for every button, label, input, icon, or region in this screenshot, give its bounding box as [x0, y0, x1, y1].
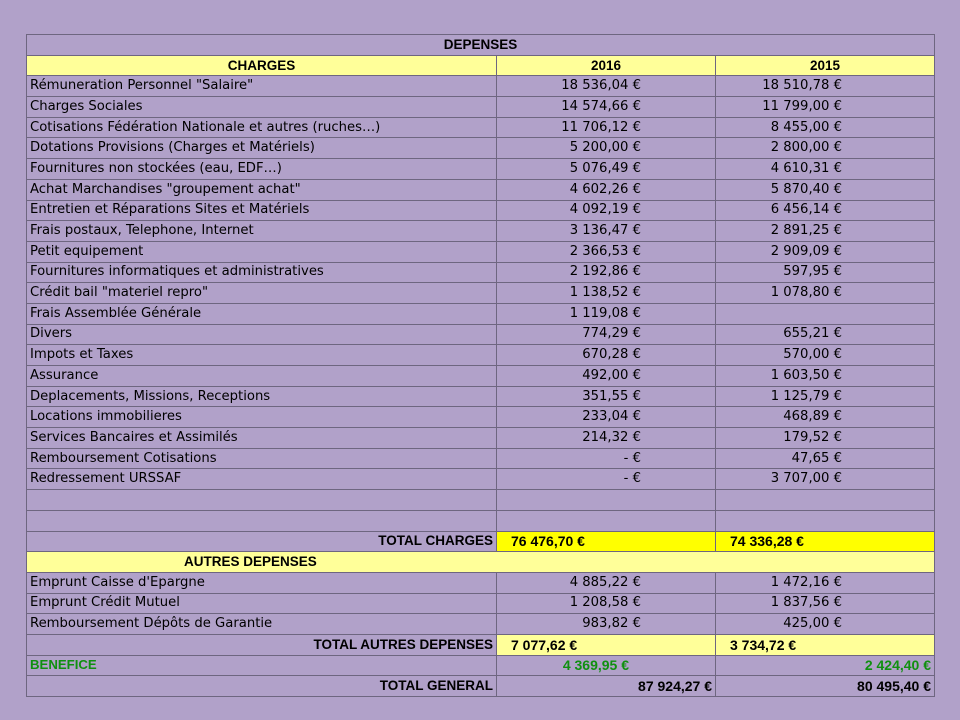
- value-2016: 11 706,12 €: [497, 117, 716, 138]
- row-label: Fournitures non stockées (eau, EDF…): [27, 159, 497, 180]
- value-2016: 983,82 €: [497, 614, 716, 635]
- autres-depenses-header: AUTRES DEPENSES: [27, 552, 935, 573]
- value-2015: 47,65 €: [716, 448, 935, 469]
- empty-cell: [27, 510, 497, 531]
- table-row: [27, 407, 935, 428]
- year-2016-header: 2016: [497, 55, 716, 76]
- value-2015: [716, 303, 935, 324]
- value-2016: 1 208,58 €: [497, 593, 716, 614]
- table-row: [27, 428, 935, 449]
- value-2016: 774,29 €: [497, 324, 716, 345]
- value-2015: 655,21 €: [716, 324, 935, 345]
- value-2015: 1 078,80 €: [716, 283, 935, 304]
- empty-row: [27, 490, 935, 511]
- row-label: Fournitures informatiques et administratives: [27, 262, 497, 283]
- benefice-2016: 4 369,95 €: [497, 655, 716, 676]
- total-autres-row: [27, 634, 935, 655]
- column-header-row: [27, 55, 935, 76]
- row-label: Frais Assemblée Générale: [27, 303, 497, 324]
- value-2016: 1 138,52 €: [497, 283, 716, 304]
- table-row: [27, 76, 935, 97]
- value-2015: 179,52 €: [716, 428, 935, 449]
- value-2016: 5 076,49 €: [497, 159, 716, 180]
- value-2015: 1 603,50 €: [716, 366, 935, 387]
- row-label: Crédit bail "materiel repro": [27, 283, 497, 304]
- value-2016: 670,28 €: [497, 345, 716, 366]
- value-2016: 5 200,00 €: [497, 138, 716, 159]
- value-2015: 6 456,14 €: [716, 200, 935, 221]
- value-2016: 351,55 €: [497, 386, 716, 407]
- value-2016: 214,32 €: [497, 428, 716, 449]
- empty-cell: [497, 510, 716, 531]
- total-charges-2015: 74 336,28 €: [716, 531, 935, 552]
- value-2016: 4 885,22 €: [497, 572, 716, 593]
- value-2016: 3 136,47 €: [497, 221, 716, 242]
- total-autres-2016: 7 077,62 €: [497, 634, 716, 655]
- row-label: Entretien et Réparations Sites et Matériels: [27, 200, 497, 221]
- total-general-label: TOTAL GENERAL: [27, 676, 497, 697]
- row-label: Petit equipement: [27, 241, 497, 262]
- value-2015: 1 837,56 €: [716, 593, 935, 614]
- value-2015: 3 707,00 €: [716, 469, 935, 490]
- row-label: Assurance: [27, 366, 497, 387]
- row-label: Remboursement Dépôts de Garantie: [27, 614, 497, 635]
- table-row: [27, 283, 935, 304]
- value-2016: - €: [497, 469, 716, 490]
- value-2016: - €: [497, 448, 716, 469]
- benefice-row: [27, 655, 935, 676]
- row-label: Charges Sociales: [27, 97, 497, 118]
- row-label: Emprunt Crédit Mutuel: [27, 593, 497, 614]
- total-autres-2015: 3 734,72 €: [716, 634, 935, 655]
- table-row: [27, 200, 935, 221]
- value-2015: 425,00 €: [716, 614, 935, 635]
- value-2016: 2 192,86 €: [497, 262, 716, 283]
- row-label: Redressement URSSAF: [27, 469, 497, 490]
- value-2016: 4 602,26 €: [497, 179, 716, 200]
- table-row: [27, 386, 935, 407]
- benefice-2015: 2 424,40 €: [716, 655, 935, 676]
- empty-cell: [716, 510, 935, 531]
- row-label: Locations immobilieres: [27, 407, 497, 428]
- value-2015: 4 610,31 €: [716, 159, 935, 180]
- row-label: Services Bancaires et Assimilés: [27, 428, 497, 449]
- table-row: [27, 614, 935, 635]
- total-general-row: [27, 676, 935, 697]
- table-row: [27, 593, 935, 614]
- table-row: [27, 97, 935, 118]
- empty-cell: [27, 490, 497, 511]
- value-2015: 1 125,79 €: [716, 386, 935, 407]
- value-2016: 14 574,66 €: [497, 97, 716, 118]
- table-row: [27, 366, 935, 387]
- table-row: [27, 345, 935, 366]
- value-2016: 2 366,53 €: [497, 241, 716, 262]
- depenses-table: [26, 34, 935, 697]
- total-charges-row: [27, 531, 935, 552]
- table-row: [27, 469, 935, 490]
- row-label: Dotations Provisions (Charges et Matériels): [27, 138, 497, 159]
- table-row: [27, 303, 935, 324]
- value-2015: 2 909,09 €: [716, 241, 935, 262]
- value-2015: 11 799,00 €: [716, 97, 935, 118]
- row-label: Emprunt Caisse d'Epargne: [27, 572, 497, 593]
- table-row: [27, 448, 935, 469]
- value-2015: 597,95 €: [716, 262, 935, 283]
- autres-header-row: [27, 552, 935, 573]
- empty-row: [27, 510, 935, 531]
- benefice-label: BENEFICE: [27, 655, 497, 676]
- table-row: [27, 117, 935, 138]
- empty-cell: [716, 490, 935, 511]
- table-row: [27, 324, 935, 345]
- value-2015: 8 455,00 €: [716, 117, 935, 138]
- value-2015: 5 870,40 €: [716, 179, 935, 200]
- table-row: [27, 221, 935, 242]
- value-2016: 492,00 €: [497, 366, 716, 387]
- total-general-2016: 87 924,27 €: [497, 676, 716, 697]
- table-row: [27, 262, 935, 283]
- value-2015: 570,00 €: [716, 345, 935, 366]
- value-2016: 233,04 €: [497, 407, 716, 428]
- value-2016: 1 119,08 €: [497, 303, 716, 324]
- value-2015: 2 800,00 €: [716, 138, 935, 159]
- value-2015: 468,89 €: [716, 407, 935, 428]
- total-autres-label: TOTAL AUTRES DEPENSES: [27, 634, 497, 655]
- table-row: [27, 241, 935, 262]
- table-row: [27, 159, 935, 180]
- empty-cell: [497, 490, 716, 511]
- row-label: Achat Marchandises "groupement achat": [27, 179, 497, 200]
- value-2015: 18 510,78 €: [716, 76, 935, 97]
- table-title: DEPENSES: [27, 35, 935, 56]
- title-row: [27, 35, 935, 56]
- value-2016: 4 092,19 €: [497, 200, 716, 221]
- row-label: Remboursement Cotisations: [27, 448, 497, 469]
- table-row: [27, 138, 935, 159]
- charges-header: CHARGES: [27, 55, 497, 76]
- value-2015: 1 472,16 €: [716, 572, 935, 593]
- row-label: Impots et Taxes: [27, 345, 497, 366]
- row-label: Cotisations Fédération Nationale et autres (ruches…): [27, 117, 497, 138]
- total-charges-label: TOTAL CHARGES: [27, 531, 497, 552]
- total-charges-2016: 76 476,70 €: [497, 531, 716, 552]
- row-label: Frais postaux, Telephone, Internet: [27, 221, 497, 242]
- row-label: Rémuneration Personnel "Salaire": [27, 76, 497, 97]
- table-row: [27, 179, 935, 200]
- row-label: Deplacements, Missions, Receptions: [27, 386, 497, 407]
- value-2015: 2 891,25 €: [716, 221, 935, 242]
- table-row: [27, 572, 935, 593]
- year-2015-header: 2015: [716, 55, 935, 76]
- value-2016: 18 536,04 €: [497, 76, 716, 97]
- total-general-2015: 80 495,40 €: [716, 676, 935, 697]
- row-label: Divers: [27, 324, 497, 345]
